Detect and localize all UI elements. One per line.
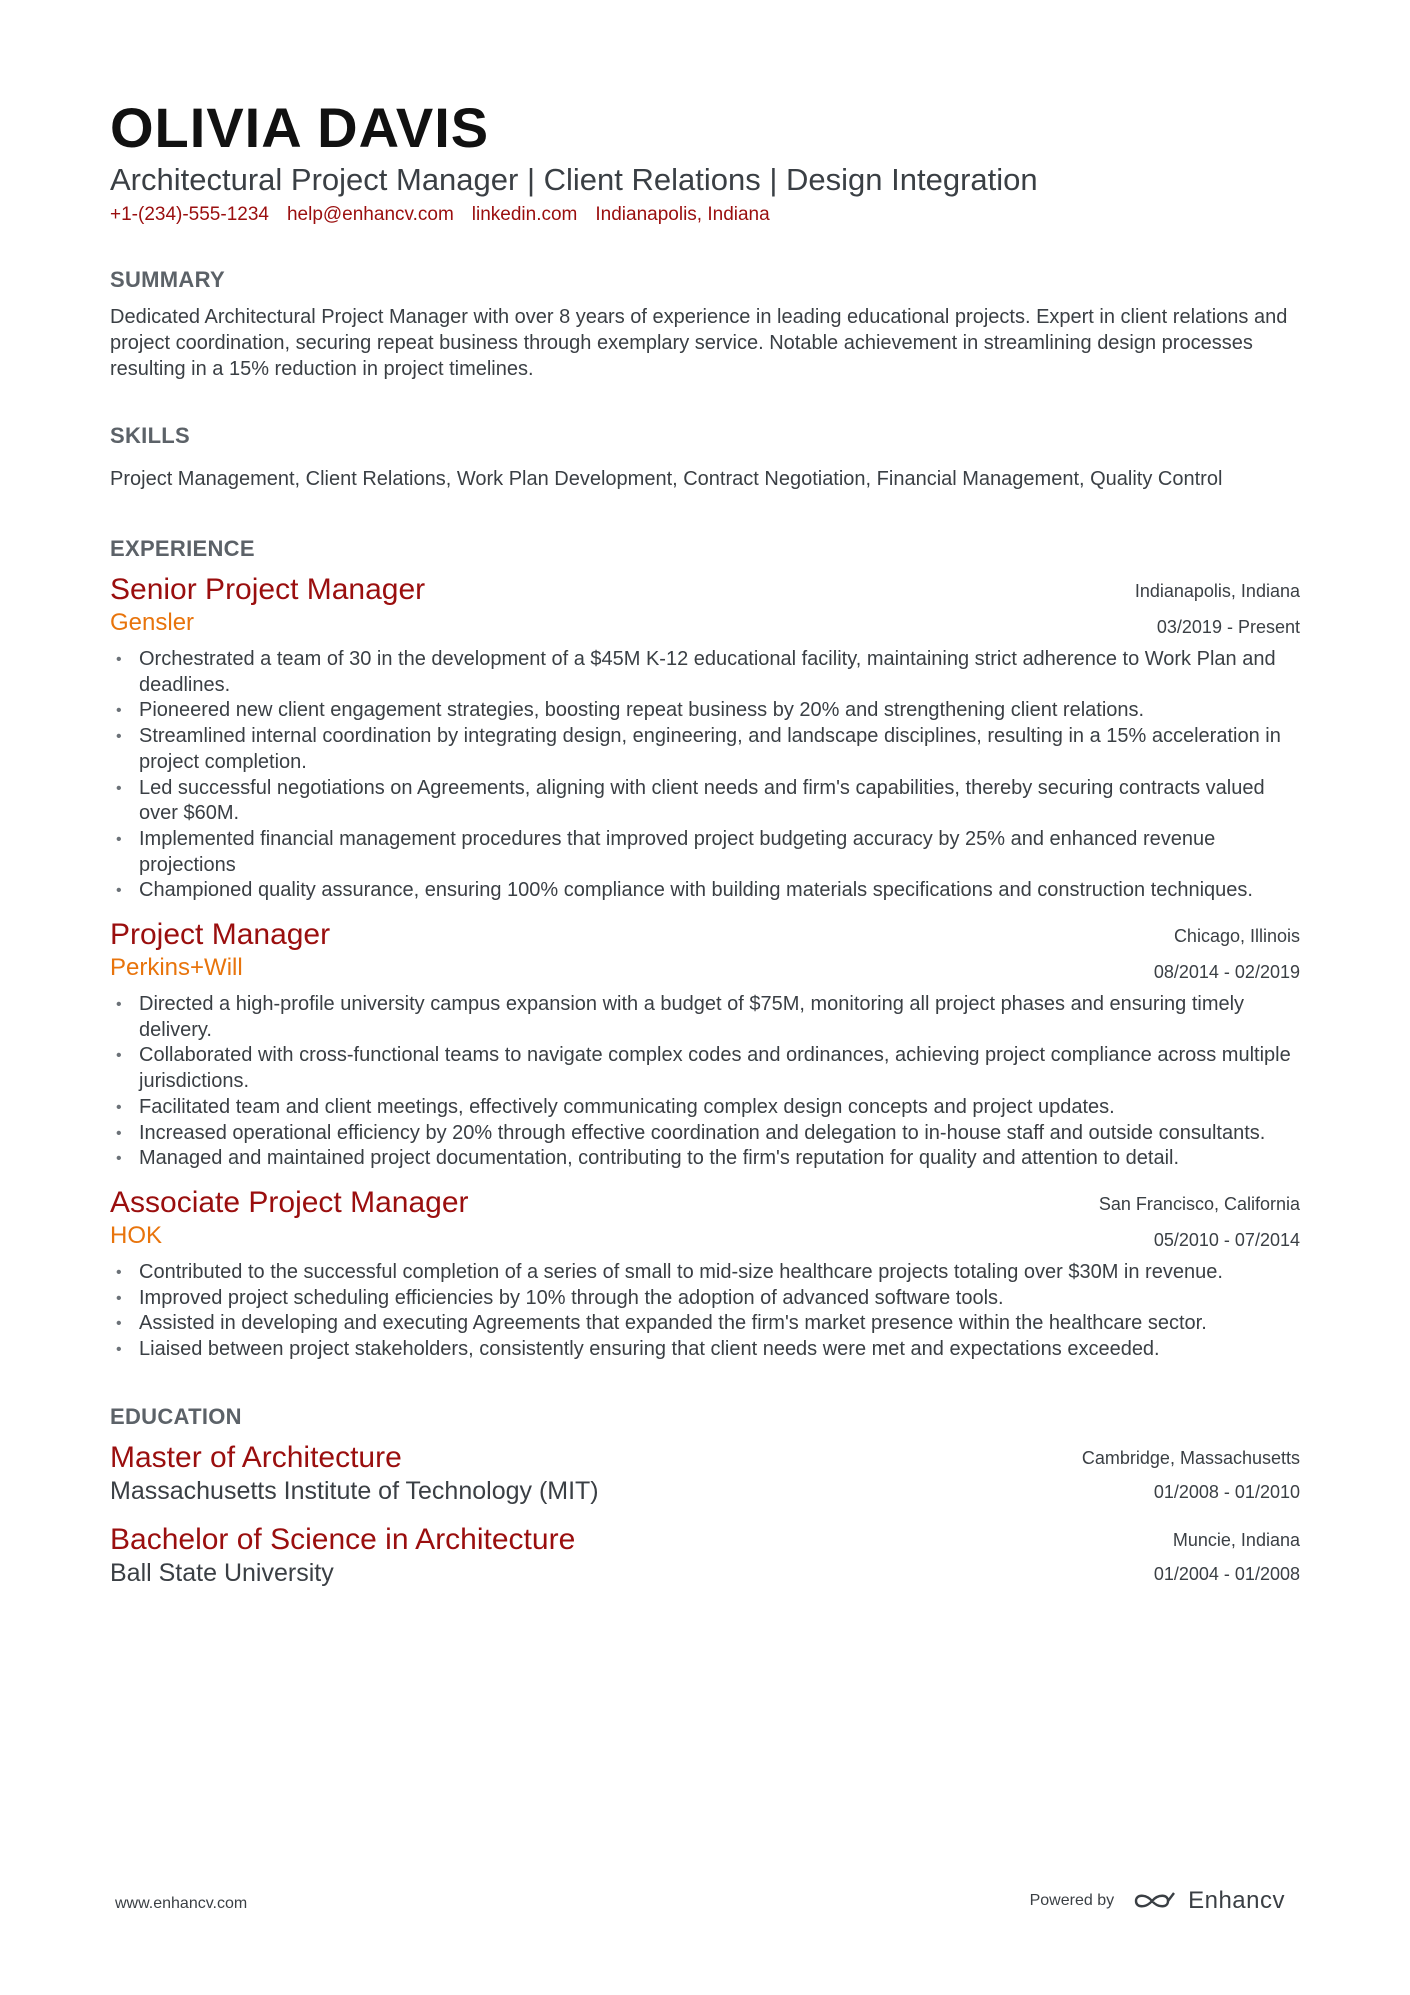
achievement-text: Implemented financial management procedures that improved project budgeting accuracy by 25% and enhanced revenue projections (139, 827, 1216, 876)
summary-text: Dedicated Architectural Project Manager with over 8 years of experience in leading educational projects. Expert in client relations and project coordination, securing repeat business through exemplary service. Notable achievement in streamlining design processes resulting in a 15% reduction in project timelines. (110, 306, 1288, 380)
achievement-text: Orchestrated a team of 30 in the development of a $45M K-12 educational facility, maintaining strict adherence to Work Plan and deadlines. (139, 648, 1276, 696)
entry-meta (1154, 1523, 1300, 1591)
entry-meta (1154, 918, 1300, 990)
page-footer (0, 1887, 1410, 1927)
achievement-item (110, 1121, 1300, 1147)
achievement-item (110, 827, 1300, 878)
entry-title-block (110, 918, 330, 984)
headline: Architectural Project Manager | Client Relations | Design Integration (110, 162, 1038, 197)
bullet-icon: • (116, 651, 122, 668)
achievement-text: Managed and maintained project documentation, contributing to the firm's reputation for quality and attention to detail. (139, 1147, 1180, 1170)
footer-website[interactable]: www.enhancv.com (115, 1895, 248, 1912)
job-location: Chicago, Illinois (1173, 926, 1300, 947)
entry-meta (1099, 1186, 1300, 1258)
job-location: San Francisco, California (1098, 1193, 1300, 1214)
entry-header (110, 573, 1300, 645)
bullet-icon: • (116, 1315, 122, 1333)
education-dates: 01/2008 - 01/2010 (1153, 1481, 1300, 1502)
entry-title-block (110, 1523, 575, 1589)
entry-header (110, 1186, 1300, 1258)
powered-by-label: Powered by (1029, 1892, 1115, 1909)
achievement-text: Liaised between project stakeholders, consistently ensuring that client needs were met and expectations exceeded. (139, 1338, 1160, 1361)
achievement-text: Facilitated team and client meetings, effectively communicating complex design concepts and project updates. (139, 1095, 1115, 1118)
brand-logo[interactable] (1132, 1887, 1285, 1915)
section-title: SKILLS (110, 423, 191, 448)
contact-email[interactable]: help@enhancv.com (286, 204, 454, 225)
achievement-text: Assisted in developing and executing Agreements that expanded the firm's market presence within the healthcare sector. (139, 1312, 1207, 1335)
education-section (110, 1403, 1300, 1591)
achievement-item (110, 1260, 1300, 1286)
entry-header (110, 918, 1300, 990)
job-dates: 03/2019 - Present (1156, 617, 1300, 637)
education-entry (110, 1441, 1300, 1509)
achievement-list (110, 647, 1300, 904)
job-location: Indianapolis, Indiana (1134, 581, 1300, 601)
contact-phone[interactable]: +1-(234)-555-1234 (110, 204, 269, 225)
job-company: Gensler (110, 609, 195, 636)
achievement-text: Directed a high-profile university campus expansion with a budget of $75M, monitoring all project phases and ensuring timely delivery. (139, 993, 1245, 1041)
education-dates: 01/2004 - 01/2008 (1153, 1563, 1300, 1584)
achievement-item (110, 1043, 1300, 1094)
achievement-item (110, 776, 1300, 827)
bullet-icon: • (116, 728, 122, 746)
job-role: Associate Project Manager (110, 1185, 469, 1219)
bullet-icon: • (116, 882, 122, 900)
achievement-item (110, 647, 1300, 698)
resume-header (110, 96, 1300, 228)
section-title: EXPERIENCE (110, 536, 255, 561)
entry-meta (1135, 573, 1300, 645)
entry-header (110, 1441, 1300, 1509)
entry-header (110, 1523, 1300, 1591)
school-location: Cambridge, Massachusetts (1081, 1447, 1300, 1468)
degree: Master of Architecture (110, 1440, 402, 1474)
footer-branding (1030, 1887, 1285, 1915)
achievement-item (110, 1286, 1300, 1312)
summary-section (110, 266, 1300, 382)
experience-entry (110, 573, 1300, 904)
achievement-list (110, 1260, 1300, 1363)
school-name: Ball State University (110, 1558, 334, 1587)
enhancv-logo-icon (1132, 1889, 1178, 1913)
job-company: Perkins+Will (110, 954, 243, 982)
achievement-item (110, 992, 1300, 1043)
achievement-text: Pioneered new client engagement strategies, boosting repeat business by 20% and strengthening client relations. (139, 699, 1145, 722)
degree: Bachelor of Science in Architecture (110, 1522, 576, 1556)
achievement-text: Improved project scheduling efficiencies by 10% through the adoption of advanced software tools. (139, 1286, 1004, 1309)
bullet-icon: • (116, 702, 122, 720)
achievement-text: Increased operational efficiency by 20% through effective coordination and delegation to in-house staff and outside consultants. (139, 1121, 1266, 1144)
achievement-item (110, 724, 1300, 775)
achievement-item (110, 698, 1300, 724)
achievement-text: Streamlined internal coordination by integrating design, engineering, and landscape disciplines, resulting in a 15% acceleration in project completion. (139, 725, 1281, 773)
bullet-icon: • (116, 996, 122, 1014)
bullet-icon: • (116, 830, 122, 848)
experience-list (110, 573, 1300, 1363)
section-title: EDUCATION (110, 1403, 242, 1429)
experience-entry (110, 918, 1300, 1172)
job-role: Senior Project Manager (110, 573, 426, 606)
bullet-icon: • (116, 1150, 122, 1168)
candidate-name: OLIVIA DAVIS (110, 96, 490, 159)
skills-text: Project Management, Client Relations, Work Plan Development, Contract Negotiation, Financial Management, Quality Control (110, 468, 1223, 490)
bullet-icon: • (116, 1289, 122, 1307)
achievement-item (110, 1095, 1300, 1121)
achievement-text: Contributed to the successful completion of a series of small to mid-size healthcare projects totaling over $30M in revenue. (139, 1260, 1223, 1283)
entry-meta (1082, 1441, 1300, 1509)
bullet-icon: • (116, 1263, 122, 1281)
bullet-icon: • (116, 1341, 122, 1359)
school-location: Muncie, Indiana (1172, 1529, 1300, 1550)
bullet-icon: • (116, 1124, 122, 1142)
bullet-icon: • (116, 1047, 122, 1065)
skills-section (110, 422, 1300, 492)
achievement-list (110, 992, 1300, 1172)
achievement-item (110, 1311, 1300, 1337)
experience-section (110, 535, 1300, 1363)
achievement-text: Led successful negotiations on Agreements, aligning with client needs and firm's capabilities, thereby securing contracts valued over $60M. (139, 776, 1265, 825)
achievement-text: Collaborated with cross-functional teams to navigate complex codes and ordinances, achieving project compliance across multiple jurisdictions. (139, 1044, 1291, 1093)
contact-row (110, 202, 1300, 228)
contact-location: Indianapolis, Indiana (595, 204, 770, 225)
education-entry (110, 1523, 1300, 1591)
job-dates: 08/2014 - 02/2019 (1153, 962, 1300, 983)
section-title: SUMMARY (110, 267, 225, 292)
achievement-item (110, 1337, 1300, 1363)
school-name: Massachusetts Institute of Technology (MIT) (110, 1476, 599, 1505)
experience-entry (110, 1186, 1300, 1363)
education-list (110, 1441, 1300, 1591)
bullet-icon: • (116, 779, 122, 797)
job-company: HOK (110, 1221, 163, 1249)
achievement-item (110, 1146, 1300, 1172)
entry-title-block (110, 573, 425, 639)
bullet-icon: • (116, 1098, 122, 1116)
entry-title-block (110, 1441, 599, 1507)
entry-title-block (110, 1186, 469, 1252)
job-dates: 05/2010 - 07/2014 (1153, 1229, 1300, 1250)
achievement-item (110, 878, 1300, 904)
job-role: Project Manager (110, 918, 331, 952)
contact-linkedin[interactable]: linkedin.com (471, 204, 578, 225)
achievement-text: Championed quality assurance, ensuring 100% compliance with building materials specifications and construction techniques. (139, 879, 1253, 902)
brand-name: Enhancv (1188, 1887, 1285, 1914)
